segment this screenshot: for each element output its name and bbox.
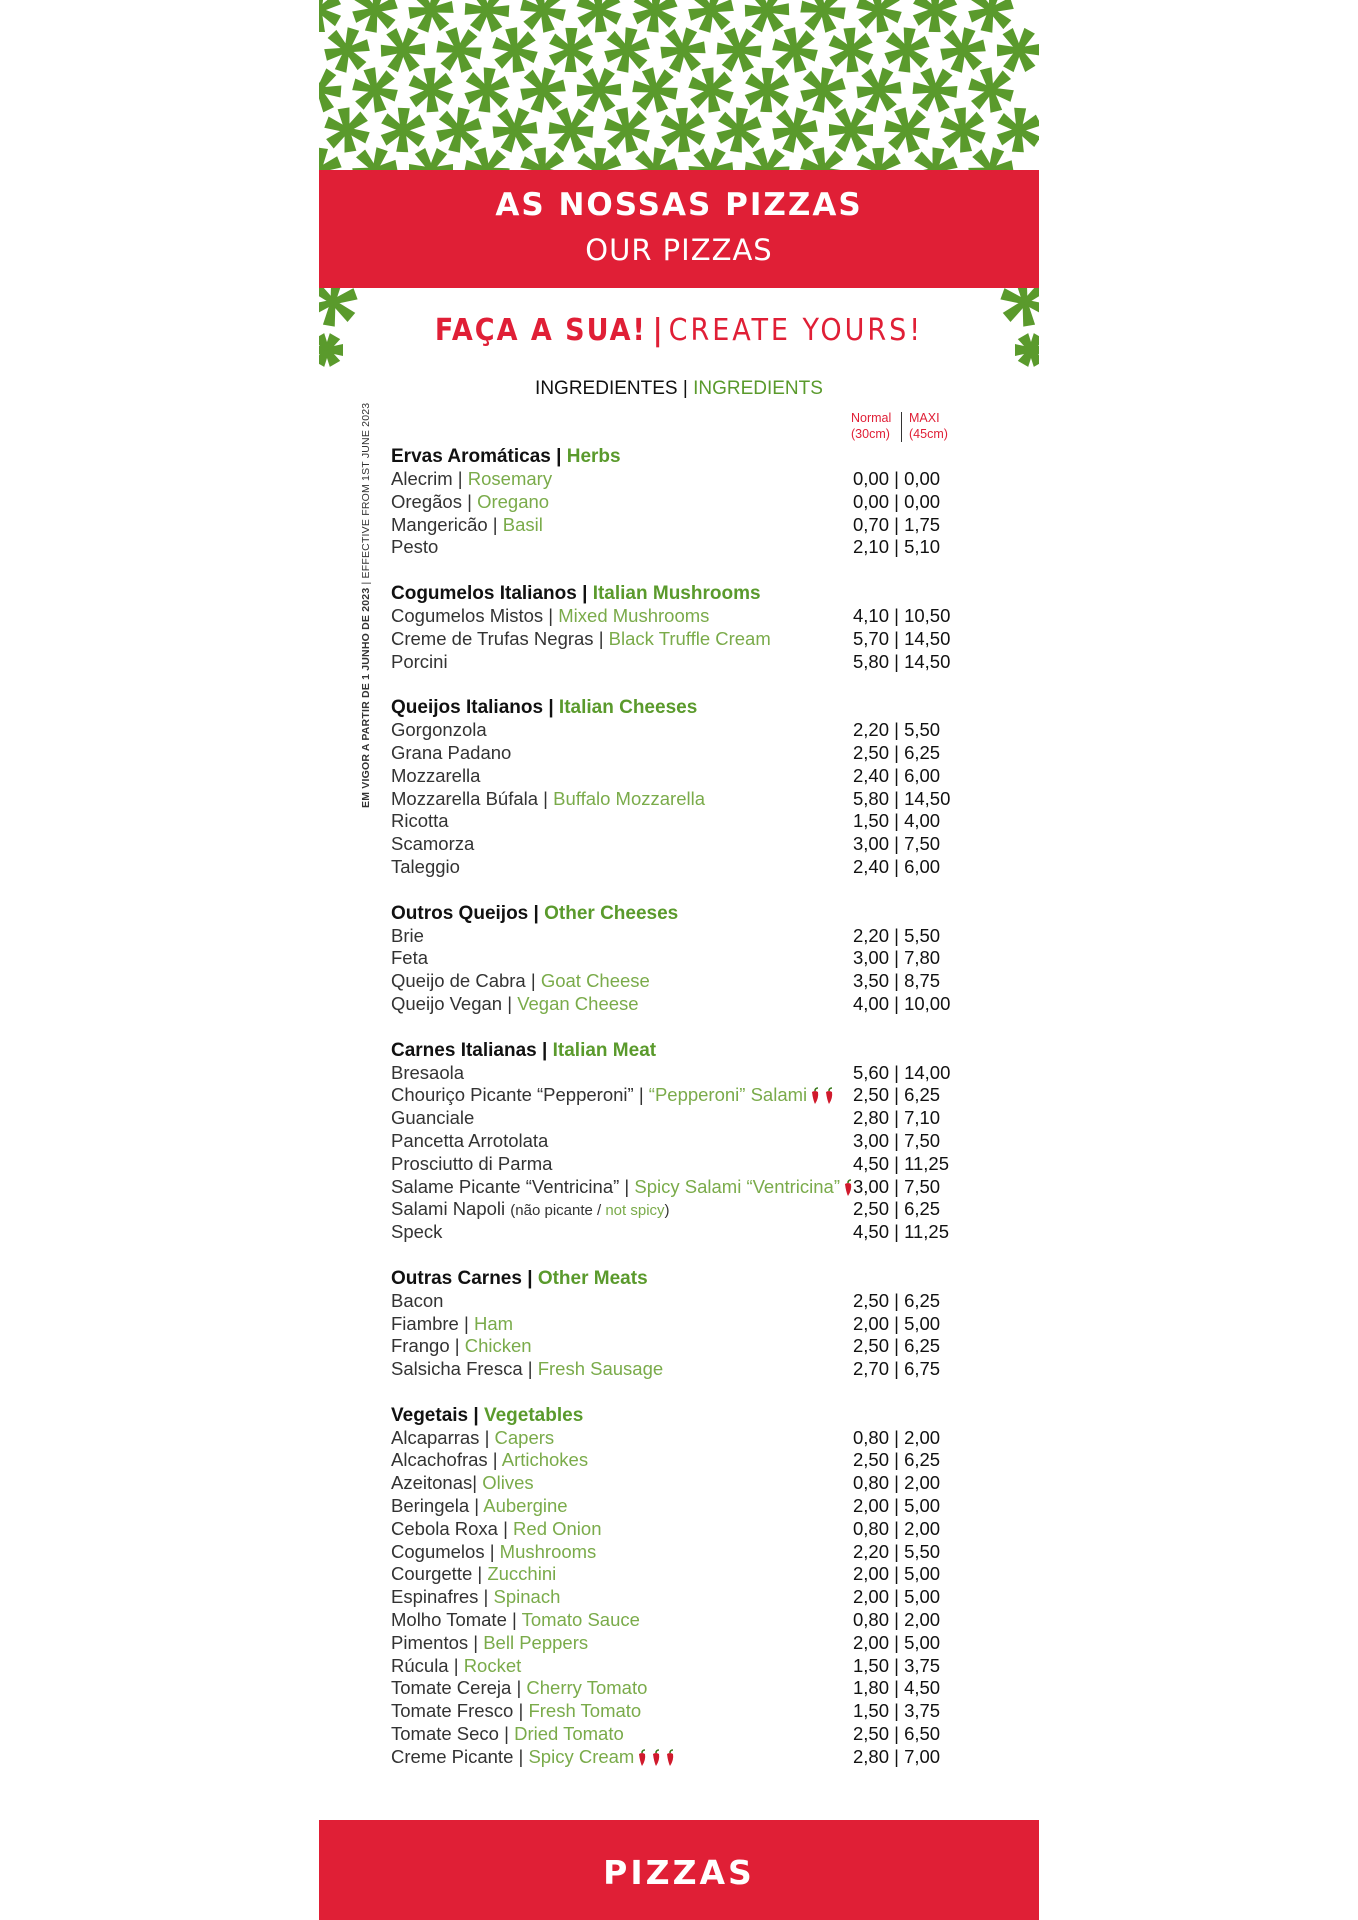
- ingredient-item: Salame Picante “Ventricina” | Spicy Salami “Ventricina” 3,00 | 7,50: [391, 1175, 941, 1197]
- chili-pepper-icon: [650, 1749, 662, 1767]
- ingredient-name-en: Ham: [473, 1312, 514, 1334]
- ingredient-name-pt: Cogumelos Mistos: [391, 604, 544, 626]
- ingredient-name-pt: Pimentos: [391, 1631, 469, 1653]
- ingredient-item: Rúcula | Rocket 1,50 | 3,75: [391, 1654, 941, 1676]
- ingredient-name-pt: Fiambre: [391, 1312, 459, 1334]
- ingredient-name-en: Mushrooms: [499, 1540, 597, 1562]
- ingredient-name-pt: Courgette: [391, 1563, 473, 1585]
- ingredient-price: 1,50 | 3,75: [853, 1700, 941, 1722]
- section-title-pt: Vegetais: [391, 1404, 469, 1426]
- ingredient-item: [391, 856, 951, 879]
- ingredient-name-pt: Bresaola: [391, 1061, 465, 1083]
- ingredient-name-pt: Salsicha Fresca: [391, 1358, 523, 1380]
- ingredient-price: 3,00 | 7,50: [853, 1175, 941, 1197]
- ingredient-price: 5,80 | 14,50: [853, 787, 951, 809]
- ingredient-name-pt: Grana Padano: [391, 741, 512, 763]
- chili-pepper-icon: [823, 1087, 835, 1105]
- ingredient-name-pt: Speck: [391, 1221, 443, 1243]
- ingredient-price: 2,80 | 7,00: [853, 1745, 941, 1767]
- ingredient-price: 2,10 | 5,10: [853, 536, 941, 558]
- ingredient-price: 2,00 | 5,00: [853, 1631, 941, 1653]
- ingredient-name-pt: Mozzarella: [391, 764, 481, 786]
- section-title: Ervas Aromáticas | Herbs: [391, 446, 621, 467]
- ingredient-price: 0,80 | 2,00: [853, 1426, 941, 1448]
- section-title-en: Other Cheeses: [544, 902, 679, 924]
- ingredient-item: [391, 651, 951, 674]
- ingredient-price: 1,50 | 3,75: [853, 1654, 941, 1676]
- ingredient-name-en: Red Onion: [513, 1517, 602, 1539]
- section-title-pt: Carnes Italianas: [391, 1039, 537, 1061]
- ingredient-name-pt: Espinafres: [391, 1586, 479, 1608]
- ingredient-item: Alcaparras | Capers 0,80 | 2,00: [391, 1426, 941, 1448]
- ingredient-item: Creme Picante | Spicy Cream 2,80 | 7,00: [391, 1745, 941, 1767]
- ingredient-name-pt: Oregãos: [391, 490, 462, 512]
- ingredient-price: 2,00 | 5,00: [853, 1586, 941, 1608]
- ingredient-name-pt: Tomate Fresco: [391, 1700, 514, 1722]
- footer-title: PIZZAS: [603, 1853, 755, 1892]
- ingredient-name-en: Fresh Sausage: [537, 1358, 664, 1380]
- size-maxi: [909, 410, 948, 442]
- size-normal: [851, 410, 891, 442]
- section-title-en: Italian Cheeses: [558, 697, 698, 719]
- ingredient-price: 2,80 | 7,10: [853, 1107, 941, 1129]
- chili-pepper-icon: [636, 1749, 648, 1767]
- ingredient-price: 0,70 | 1,75: [853, 513, 941, 535]
- header-title-en: OUR PIZZAS: [585, 233, 773, 267]
- ingredient-name-pt: Cebola Roxa: [391, 1517, 498, 1539]
- ingredient-name-en: Chicken: [464, 1335, 532, 1357]
- ingredient-section: [391, 1404, 951, 1769]
- ingredient-name-en: Aubergine: [483, 1495, 568, 1517]
- ingredient-item: [391, 947, 951, 970]
- ingredient-price: 4,50 | 11,25: [853, 1152, 950, 1174]
- ingredient-item: Tomate Seco | Dried Tomato 2,50 | 6,50: [391, 1723, 941, 1745]
- ingredient-name-pt: Tomate Seco: [391, 1723, 499, 1745]
- effective-date-note: [360, 403, 372, 808]
- ingredient-price: 4,00 | 10,00: [853, 992, 951, 1014]
- create-separator: |: [652, 313, 663, 348]
- effective-date-en: EFFECTIVE FROM 1ST JUNE 2023: [360, 402, 372, 579]
- ingredient-name-pt: Porcini: [391, 650, 448, 672]
- ingredient-item: [391, 925, 951, 948]
- header-banner: [319, 170, 1039, 288]
- section-title-pt: Ervas Aromáticas: [391, 446, 551, 467]
- ingredient-name-pt: Molho Tomate: [391, 1609, 507, 1631]
- ingredient-name-en: Spinach: [493, 1586, 561, 1608]
- ingredient-item: Pimentos | Bell Peppers 2,00 | 5,00: [391, 1631, 941, 1653]
- ingredients-pt: INGREDIENTES: [535, 378, 678, 399]
- ingredient-name-pt: Tomate Cereja: [391, 1677, 512, 1699]
- ingredient-name-en: Mixed Mushrooms: [558, 604, 710, 626]
- ingredient-name-en: Fresh Tomato: [528, 1700, 642, 1722]
- ingredient-name-en: Capers: [494, 1426, 555, 1448]
- ingredient-section: [391, 902, 951, 1016]
- section-title: Outros Queijos | Other Cheeses: [391, 902, 679, 924]
- ingredient-name-en: Spicy Salami “Ventricina”: [634, 1175, 841, 1197]
- ingredient-price: 2,50 | 6,25: [853, 1449, 941, 1471]
- ingredient-name-en: Zucchini: [487, 1563, 557, 1585]
- ingredient-section: [391, 445, 951, 559]
- ingredient-item: Salsicha Fresca | Fresh Sausage 2,70 | 6,75: [391, 1358, 941, 1380]
- ingredient-item: [391, 742, 951, 765]
- ingredient-price: 2,20 | 5,50: [853, 924, 941, 946]
- ingredient-item: Queijo de Cabra | Goat Cheese 3,50 | 8,75: [391, 970, 941, 992]
- ingredient-item: [391, 1153, 951, 1176]
- ingredient-name-pt: Taleggio: [391, 855, 460, 877]
- ingredient-item: Frango | Chicken 2,50 | 6,25: [391, 1335, 941, 1357]
- ingredient-name-pt: Pesto: [391, 536, 439, 558]
- ingredient-name-en: “Pepperoni” Salami: [648, 1084, 808, 1106]
- ingredient-item: Tomate Cereja | Cherry Tomato 1,80 | 4,50: [391, 1677, 941, 1699]
- ingredient-item: Oregãos | Oregano 0,00 | 0,00: [391, 490, 941, 512]
- ingredient-section: [391, 696, 951, 879]
- chili-pepper-icon: [809, 1087, 821, 1105]
- ingredient-item: Molho Tomate | Tomato Sauce 0,80 | 2,00: [391, 1609, 941, 1631]
- ingredient-section: [391, 582, 951, 673]
- ingredient-item: [391, 1198, 951, 1221]
- ingredient-name-en: Basil: [502, 513, 543, 535]
- create-pt: FAÇA A SUA!: [434, 313, 647, 348]
- ingredient-name-pt: Cogumelos: [391, 1540, 485, 1562]
- section-title: Queijos Italianos | Italian Cheeses: [391, 697, 698, 719]
- header-title-pt: AS NOSSAS PIZZAS: [495, 187, 863, 223]
- ingredient-price: 5,80 | 14,50: [853, 650, 951, 672]
- decorative-pattern: [319, 0, 1039, 170]
- ingredient-name-pt: Alecrim: [391, 468, 453, 489]
- ingredient-name-pt: Pancetta Arrotolata: [391, 1129, 549, 1151]
- ingredient-name-pt: Mangericão: [391, 513, 488, 535]
- effective-date-pt: EM VIGOR A PARTIR DE 1 JUNHO DE 2023: [360, 587, 372, 808]
- ingredient-price: 1,80 | 4,50: [853, 1677, 941, 1699]
- ingredient-price: 2,50 | 6,25: [853, 1289, 941, 1311]
- ingredient-item: Mozzarella Búfala | Buffalo Mozzarella 5,80 | 14,50: [391, 787, 951, 809]
- ingredient-name-en: Tomato Sauce: [521, 1609, 640, 1631]
- ingredient-item: Queijo Vegan | Vegan Cheese 4,00 | 10,00: [391, 992, 951, 1014]
- ingredient-item: Fiambre | Ham 2,00 | 5,00: [391, 1312, 941, 1334]
- ingredient-name-pt: Azeitonas: [391, 1472, 473, 1494]
- size-normal-cm: (30cm): [851, 427, 890, 441]
- section-title-en: Herbs: [566, 446, 621, 467]
- section-title-pt: Queijos Italianos: [391, 697, 544, 719]
- ingredient-item: Cogumelos | Mushrooms 2,20 | 5,50: [391, 1540, 941, 1562]
- ingredient-name-pt: Feta: [391, 947, 429, 969]
- ingredient-name-en: Rocket: [463, 1654, 522, 1676]
- ingredient-name-pt: Creme Picante: [391, 1745, 514, 1767]
- ingredient-item: [391, 833, 951, 856]
- ingredient-price: 3,00 | 7,50: [853, 1129, 941, 1151]
- ingredient-name-en: Spicy Cream: [528, 1745, 635, 1767]
- ingredients-list: [391, 445, 951, 1791]
- ingredient-name-en: Goat Cheese: [540, 970, 650, 992]
- ingredient-price: 2,50 | 6,25: [853, 1084, 941, 1106]
- ingredient-name-en: Artichokes: [501, 1449, 589, 1471]
- ingredient-note-pt: (não picante /: [510, 1202, 606, 1220]
- ingredient-item: Azeitonas| Olives 0,80 | 2,00: [391, 1472, 941, 1494]
- ingredient-price: 2,50 | 6,25: [853, 741, 941, 763]
- ingredient-name-pt: Guanciale: [391, 1107, 475, 1129]
- footer-banner: [319, 1820, 1039, 1920]
- create-en: CREATE YOURS!: [668, 313, 924, 348]
- ingredient-name-pt: Salame Picante “Ventricina”: [391, 1175, 620, 1197]
- section-title-en: Vegetables: [483, 1404, 584, 1426]
- ingredient-price: 2,40 | 6,00: [853, 855, 941, 877]
- ingredients-separator: |: [677, 378, 694, 399]
- create-yours-heading: [319, 313, 1039, 348]
- ingredient-price: 0,80 | 2,00: [853, 1609, 941, 1631]
- ingredient-name-en: Vegan Cheese: [517, 992, 639, 1014]
- ingredient-name-pt: Queijo Vegan: [391, 992, 503, 1014]
- chili-pepper-icon: [664, 1749, 676, 1767]
- section-title-pt: Cogumelos Italianos: [391, 582, 577, 604]
- ingredient-name-pt: Chouriço Picante “Pepperoni”: [391, 1084, 634, 1106]
- ingredient-price: 3,00 | 7,80: [853, 947, 941, 969]
- ingredient-item: Espinafres | Spinach 2,00 | 5,00: [391, 1586, 941, 1608]
- ingredient-name-pt: Alcachofras: [391, 1449, 488, 1471]
- ingredient-name-en: Bell Peppers: [483, 1631, 589, 1653]
- ingredient-item: [391, 1062, 951, 1085]
- ingredient-item: Courgette | Zucchini 2,00 | 5,00: [391, 1563, 941, 1585]
- ingredient-section: [391, 1039, 951, 1244]
- ingredient-name-en: Dried Tomato: [514, 1723, 624, 1745]
- ingredient-name-en: Buffalo Mozzarella: [553, 787, 705, 809]
- ingredient-note-en: not spicy: [605, 1202, 665, 1220]
- ingredient-price: 1,50 | 4,00: [853, 810, 941, 832]
- ingredient-price: 2,20 | 5,50: [853, 1540, 941, 1562]
- ingredients-en: INGREDIENTS: [693, 378, 823, 399]
- section-title: Cogumelos Italianos | Italian Mushrooms: [391, 582, 761, 604]
- ingredient-price: 2,00 | 5,00: [853, 1563, 941, 1585]
- ingredient-name-pt: Bacon: [391, 1289, 444, 1311]
- size-divider: [901, 412, 902, 442]
- ingredients-heading: [319, 378, 1039, 400]
- ingredient-item: Creme de Trufas Negras | Black Truffle Cream 5,70 | 14,50: [391, 627, 951, 649]
- ingredient-item: [391, 1130, 951, 1153]
- ingredient-name-pt: Queijo de Cabra: [391, 970, 526, 992]
- ingredient-name-pt: Salami Napoli: [391, 1198, 506, 1220]
- ingredient-price: 3,50 | 8,75: [853, 970, 941, 992]
- section-title-en: Italian Meat: [552, 1039, 657, 1061]
- ingredient-item: [391, 536, 951, 559]
- ingredient-name-en: Black Truffle Cream: [608, 627, 771, 649]
- section-title: Vegetais | Vegetables: [391, 1404, 584, 1426]
- ingredient-item: [391, 1290, 951, 1313]
- ingredient-name-pt: Alcaparras: [391, 1426, 480, 1448]
- ingredient-price: 4,50 | 11,25: [853, 1221, 950, 1243]
- size-maxi-label: MAXI: [909, 411, 940, 425]
- section-title-pt: Outras Carnes: [391, 1267, 522, 1289]
- ingredient-name-en: Oregano: [477, 490, 550, 512]
- ingredient-price: 2,50 | 6,25: [853, 1198, 941, 1220]
- section-title-en: Other Meats: [537, 1267, 648, 1289]
- ingredient-price: 2,50 | 6,25: [853, 1335, 941, 1357]
- ingredient-item: Cebola Roxa | Red Onion 0,80 | 2,00: [391, 1517, 941, 1539]
- ingredient-item: [391, 719, 951, 742]
- ingredient-name-en: Cherry Tomato: [526, 1677, 648, 1699]
- size-normal-label: Normal: [851, 411, 892, 425]
- ingredient-item: Mangericão | Basil 0,70 | 1,75: [391, 513, 941, 535]
- ingredient-item: Beringela | Aubergine 2,00 | 5,00: [391, 1495, 941, 1517]
- ingredient-price: 5,60 | 14,00: [853, 1061, 951, 1083]
- ingredient-price: 2,50 | 6,50: [853, 1723, 941, 1745]
- ingredient-price: 0,80 | 2,00: [853, 1517, 941, 1539]
- ingredient-price: 0,00 | 0,00: [853, 468, 941, 489]
- ingredient-item: [391, 765, 951, 788]
- ingredient-item: Alecrim | Rosemary 0,00 | 0,00: [391, 468, 941, 489]
- ingredient-price: 2,40 | 6,00: [853, 764, 941, 786]
- ingredient-name-en: Olives: [482, 1472, 534, 1494]
- ingredient-price: 5,70 | 14,50: [853, 627, 951, 649]
- ingredient-note-end: ): [664, 1202, 670, 1220]
- ingredient-item: Chouriço Picante “Pepperoni” | “Pepperoni” Salami 2,50 | 6,25: [391, 1084, 941, 1106]
- ingredient-name-pt: Gorgonzola: [391, 719, 487, 741]
- ingredient-name-pt: Prosciutto di Parma: [391, 1152, 553, 1174]
- ingredient-price: 2,20 | 5,50: [853, 719, 941, 741]
- ingredient-price: 2,70 | 6,75: [853, 1358, 941, 1380]
- ingredient-item: [391, 1221, 951, 1244]
- ingredient-item: Cogumelos Mistos | Mixed Mushrooms 4,10 | 10,50: [391, 604, 951, 626]
- ingredient-name-en: Rosemary: [467, 468, 553, 489]
- ingredient-name-pt: Brie: [391, 924, 424, 946]
- section-title: Carnes Italianas | Italian Meat: [391, 1039, 657, 1061]
- ingredient-price: 0,80 | 2,00: [853, 1472, 941, 1494]
- ingredient-price: 2,00 | 5,00: [853, 1495, 941, 1517]
- ingredient-price: 2,00 | 5,00: [853, 1312, 941, 1334]
- ingredient-section: [391, 1267, 951, 1381]
- section-title-pt: Outros Queijos: [391, 902, 529, 924]
- ingredient-name-pt: Rúcula: [391, 1654, 449, 1676]
- ingredient-name-pt: Mozzarella Búfala: [391, 787, 539, 809]
- ingredient-price: 0,00 | 0,00: [853, 490, 941, 512]
- menu-page: [319, 0, 1039, 1920]
- ingredient-name-pt: Frango: [391, 1335, 450, 1357]
- ingredient-name-pt: Scamorza: [391, 833, 475, 855]
- section-title: Outras Carnes | Other Meats: [391, 1267, 648, 1289]
- ingredient-name-pt: Ricotta: [391, 810, 449, 832]
- effective-date-separator: |: [360, 578, 372, 588]
- ingredient-item: [391, 810, 951, 833]
- ingredient-price: 3,00 | 7,50: [853, 833, 941, 855]
- ingredient-item: [391, 1107, 951, 1130]
- ingredient-item: Alcachofras | Artichokes 2,50 | 6,25: [391, 1449, 941, 1471]
- section-title-en: Italian Mushrooms: [592, 582, 761, 604]
- ingredient-price: 4,10 | 10,50: [853, 604, 951, 626]
- ingredient-item: Tomate Fresco | Fresh Tomato 1,50 | 3,75: [391, 1700, 941, 1722]
- ingredient-name-pt: Creme de Trufas Negras: [391, 627, 594, 649]
- size-maxi-cm: (45cm): [909, 427, 948, 441]
- ingredient-name-pt: Beringela: [391, 1495, 470, 1517]
